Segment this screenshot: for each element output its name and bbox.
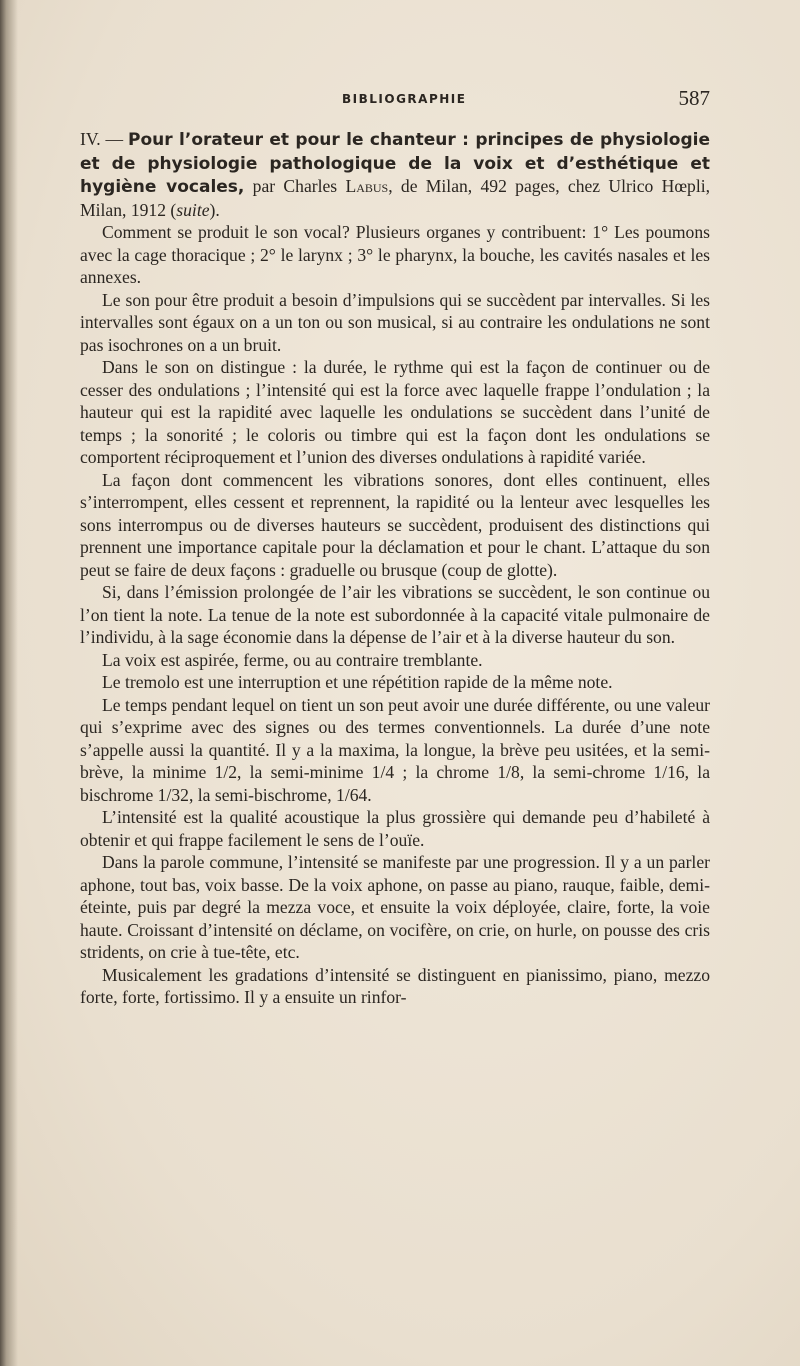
paragraph: Dans la parole commune, l’intensité se manifeste par une progression. Il y a un parler aphone, tout bas, voix basse. De la voix aphone, on passe au piano, rauque, faible, demi-éteinte, puis par degré la mezza voce, et ensuite la voix déployée, claire, forte, la voie haute. Croissant d’intensité on déclame, on vocifère, on crie, on hurle, on pousse des cris stridents, on crie à tue-tête, etc. (80, 852, 710, 962)
entry-number: IV. — (80, 129, 124, 149)
paragraph: Le son pour être produit a besoin d’impulsions qui se succèdent par intervalles. Si les intervalles sont égaux on a un ton ou son musical, si au contraire les ondulations ne sont pas isochrones on a un bruit. (80, 289, 710, 355)
paragraph: La façon dont commencent les vibrations sonores, dont elles continuent, elles s’interrompent, elles cessent et reprennent, la rapidité ou la lenteur avec lesquelles les sons interrompus ou de diverses hauteurs se succèdent, produisent des distinctions qui prennent une importance capitale pour la déclamation et pour le chant. L’attaque du son peut se faire de deux façons : graduelle ou brusque (coup de glotte). (80, 469, 710, 580)
page-binding-shadow (0, 0, 18, 1366)
entry-title: Pour l’orateur et pour le chanteur : principes de physiologie et de physiologie pathologique de la voix et d’esthétique et hygiène vocales, (80, 130, 711, 197)
entry-note-open: ( (166, 199, 177, 220)
paragraph: Dans le son on distingue : la durée, le rythme qui est la façon de continuer ou de cesser des ondulations ; l’intensité qui est la force avec laquelle frappe l’ondulation ; la hauteur qui est la rapidité avec laquelle les ondulations se succèdent dans l’unité de temps ; la sonorité ; le coloris ou timbre qui est la façon dont les ondulations se comportent réciproquement et l’union des diverses ondulations à rapidité variée. (80, 357, 710, 467)
entry-author: Labus (345, 176, 389, 196)
running-title: BIBLIOGRAPHIE (342, 92, 467, 106)
entry-note-close: ). (209, 199, 220, 220)
paragraph: Si, dans l’émission prolongée de l’air les vibrations se succèdent, le son continue ou l’on tient la note. La tenue de la note est subordonnée à la capacité vitale pulmonaire de l’individu, à la sage économie dans la dépense de l’air et à la diverse hauteur du son. (80, 582, 710, 647)
paragraph: Le tremolo est une interruption et une répétition rapide de la même note. (102, 672, 613, 692)
page-header (80, 86, 710, 116)
paragraph: L’intensité est la qualité acoustique la plus grossière qui demande peu d’habileté à obtenir et qui frappe facilement le sens de l’ouïe. (80, 807, 710, 850)
paragraph: Le temps pendant lequel on tient un son peut avoir une durée différente, ou une valeur qui s’exprime avec des signes ou des termes conventionnels. La durée d’une note s’appelle aussi la quantité. Il y a la maxima, la longue, la brève peu usitées, et la semi-brève, la minime 1/2, la semi-minime 1/4 ; la chrome 1/8, la semi-chrome 1/16, la bischrome 1/32, la semi-bischrome, 1/64. (80, 694, 710, 805)
page-number: 587 (678, 86, 710, 110)
paragraph: Comment se produit le son vocal? Plusieurs organes y contribuent: 1° Les poumons avec la cage thoracique ; 2° le larynx ; 3° le pharynx, la bouche, les cavités nasales et les annexes. (80, 222, 710, 287)
paragraph: La voix est aspirée, ferme, ou au contraire tremblante. (102, 649, 483, 670)
entry-details: , de Milan, 492 pages, chez Ulrico Hœpli, Milan, 1912 (80, 176, 710, 220)
bibliography-entry (80, 128, 710, 221)
entry-note: suite (176, 199, 210, 220)
entry-by: par Charles (252, 176, 338, 196)
paragraph: Musicalement les gradations d’intensité se distinguent en pianissimo, piano, mezzo forte, forte, fortissimo. Il y a ensuite un rinfor- (80, 964, 710, 1007)
body-text (80, 128, 710, 1009)
